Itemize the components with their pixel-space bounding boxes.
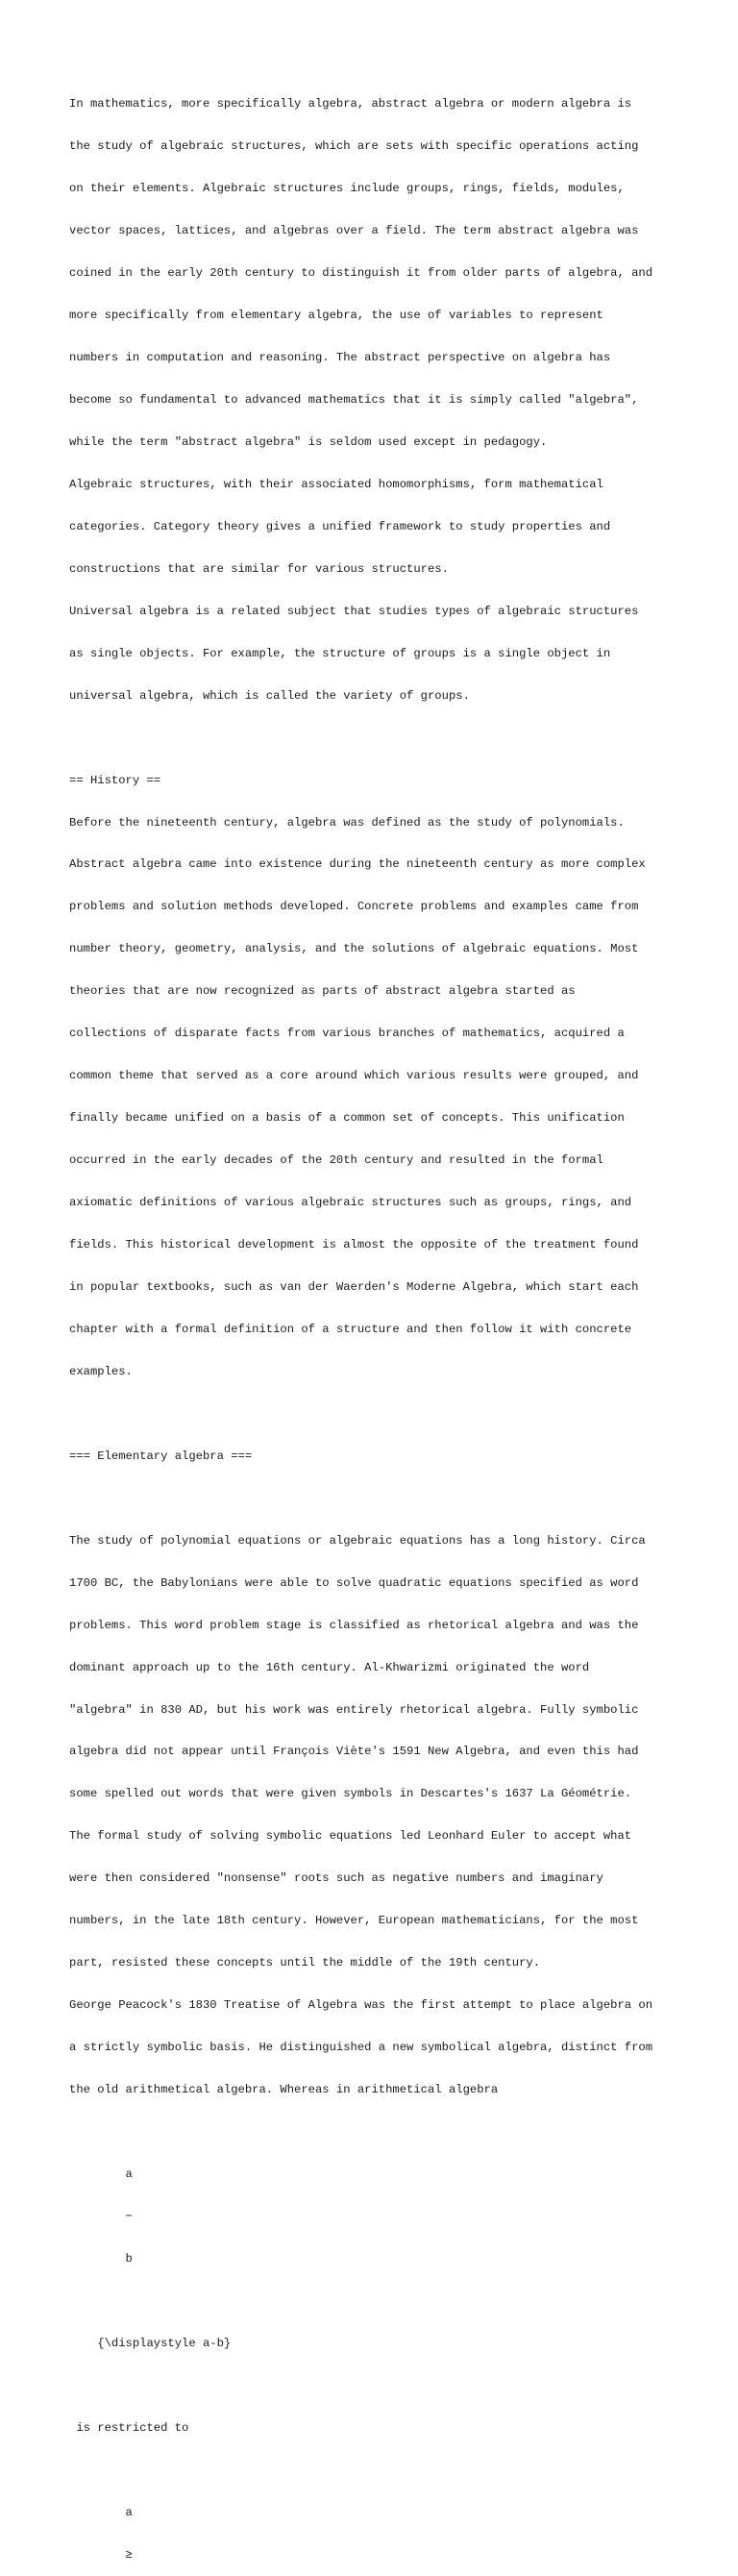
math-line: a <box>69 2505 133 2519</box>
text-line: number theory, geometry, analysis, and the solutions of algebraic equations. Most <box>69 942 639 956</box>
math-line: a <box>69 2167 133 2182</box>
blank-line <box>69 2464 684 2478</box>
text-line: constructions that are similar for various structures. <box>69 561 449 576</box>
text-line: the old arithmetical algebra. Whereas in arithmetical algebra <box>69 2083 499 2097</box>
text-line: George Peacock's 1830 Treatise of Algebra was the first attempt to place algebra on <box>69 1998 653 2013</box>
blank-line <box>69 1492 684 1506</box>
text-line: 1700 BC, the Babylonians were able to solve quadratic equations specified as word <box>69 1575 639 1590</box>
text-line: common theme that served as a core around which various results were grouped, and <box>69 1069 639 1083</box>
blank-line <box>69 2379 684 2393</box>
text-line: more specifically from elementary algebra, the use of variables to represent <box>69 309 603 323</box>
text-line: part, resisted these concepts until the middle of the 19th century. <box>69 1956 541 1970</box>
math-line: − <box>69 2209 133 2223</box>
text-line: universal algebra, which is called the variety of groups. <box>69 688 470 703</box>
text-line: numbers in computation and reasoning. The abstract perspective on algebra has <box>69 351 611 365</box>
text-line: chapter with a formal definition of a structure and then follow it with concrete <box>69 1322 632 1336</box>
text-line: finally became unified on a basis of a common set of concepts. This unification <box>69 1111 625 1126</box>
text-line: problems and solution methods developed. Concrete problems and examples came from <box>69 900 639 914</box>
text-line: numbers, in the late 18th century. However, European mathematicians, for the most <box>69 1914 639 1928</box>
math-source-line: {\displaystyle a-b} <box>69 2336 232 2350</box>
text-line: occurred in the early decades of the 20th century and resulted in the formal <box>69 1153 603 1168</box>
math-line: ≥ <box>69 2547 133 2562</box>
text-line: is restricted to <box>69 2420 189 2435</box>
text-line: become so fundamental to advanced mathematics that it is simply called "algebra", <box>69 392 639 407</box>
text-line: in popular textbooks, such as van der Waerden's Moderne Algebra, which start each <box>69 1280 639 1294</box>
section-heading: == History == <box>69 773 161 787</box>
document-body <box>69 69 684 2576</box>
text-line: categories. Category theory gives a unified framework to study properties and <box>69 519 611 533</box>
math-line: b <box>69 2251 133 2266</box>
text-line: on their elements. Algebraic structures include groups, rings, fields, modules, <box>69 182 625 196</box>
text-line: examples. <box>69 1364 133 1378</box>
text-line: axiomatic definitions of various algebraic structures such as groups, rings, and <box>69 1196 632 1210</box>
subsection-heading: === Elementary algebra === <box>69 1449 253 1463</box>
text-line: "algebra" in 830 AD, but his work was entirely rhetorical algebra. Fully symbolic <box>69 1702 639 1717</box>
text-line: Before the nineteenth century, algebra was defined as the study of polynomials. <box>69 815 625 830</box>
text-line: collections of disparate facts from various branches of mathematics, acquired a <box>69 1027 625 1041</box>
text-line: some spelled out words that were given symbols in Descartes's 1637 La Géométrie. <box>69 1787 632 1801</box>
text-line: the study of algebraic structures, which are sets with specific operations acting <box>69 139 639 154</box>
text-line: problems. This word problem stage is classified as rhetorical algebra and was the <box>69 1618 639 1632</box>
blank-line <box>69 1407 684 1422</box>
text-line: as single objects. For example, the structure of groups is a single object in <box>69 646 611 660</box>
text-line: In mathematics, more specifically algebra, abstract algebra or modern algebra is <box>69 97 632 111</box>
text-line: The formal study of solving symbolic equations led Leonhard Euler to accept what <box>69 1829 632 1844</box>
text-line: were then considered "nonsense" roots such as negative numbers and imaginary <box>69 1871 603 1886</box>
text-line: coined in the early 20th century to distinguish it from older parts of algebra, and <box>69 266 653 281</box>
text-line: a strictly symbolic basis. He distinguished a new symbolical algebra, distinct from <box>69 2041 653 2055</box>
text-line: Abstract algebra came into existence during the nineteenth century as more complex <box>69 857 646 872</box>
blank-line <box>69 2125 684 2140</box>
text-line: Universal algebra is a related subject that studies types of algebraic structures <box>69 604 639 618</box>
text-line: algebra did not appear until François Viète's 1591 New Algebra, and even this had <box>69 1745 639 1759</box>
text-line: fields. This historical development is almost the opposite of the treatment found <box>69 1238 639 1252</box>
text-line: while the term "abstract algebra" is seldom used except in pedagogy. <box>69 434 548 449</box>
text-line: vector spaces, lattices, and algebras over a field. The term abstract algebra was <box>69 224 639 238</box>
blank-line <box>69 731 684 746</box>
text-line: dominant approach up to the 16th century. Al-Khwarizmi originated the word <box>69 1660 590 1674</box>
text-line: Algebraic structures, with their associated homomorphisms, form mathematical <box>69 477 603 491</box>
blank-line <box>69 2294 684 2309</box>
text-line: The study of polynomial equations or algebraic equations has a long history. Circa <box>69 1533 646 1548</box>
text-line: theories that are now recognized as parts of abstract algebra started as <box>69 984 576 999</box>
